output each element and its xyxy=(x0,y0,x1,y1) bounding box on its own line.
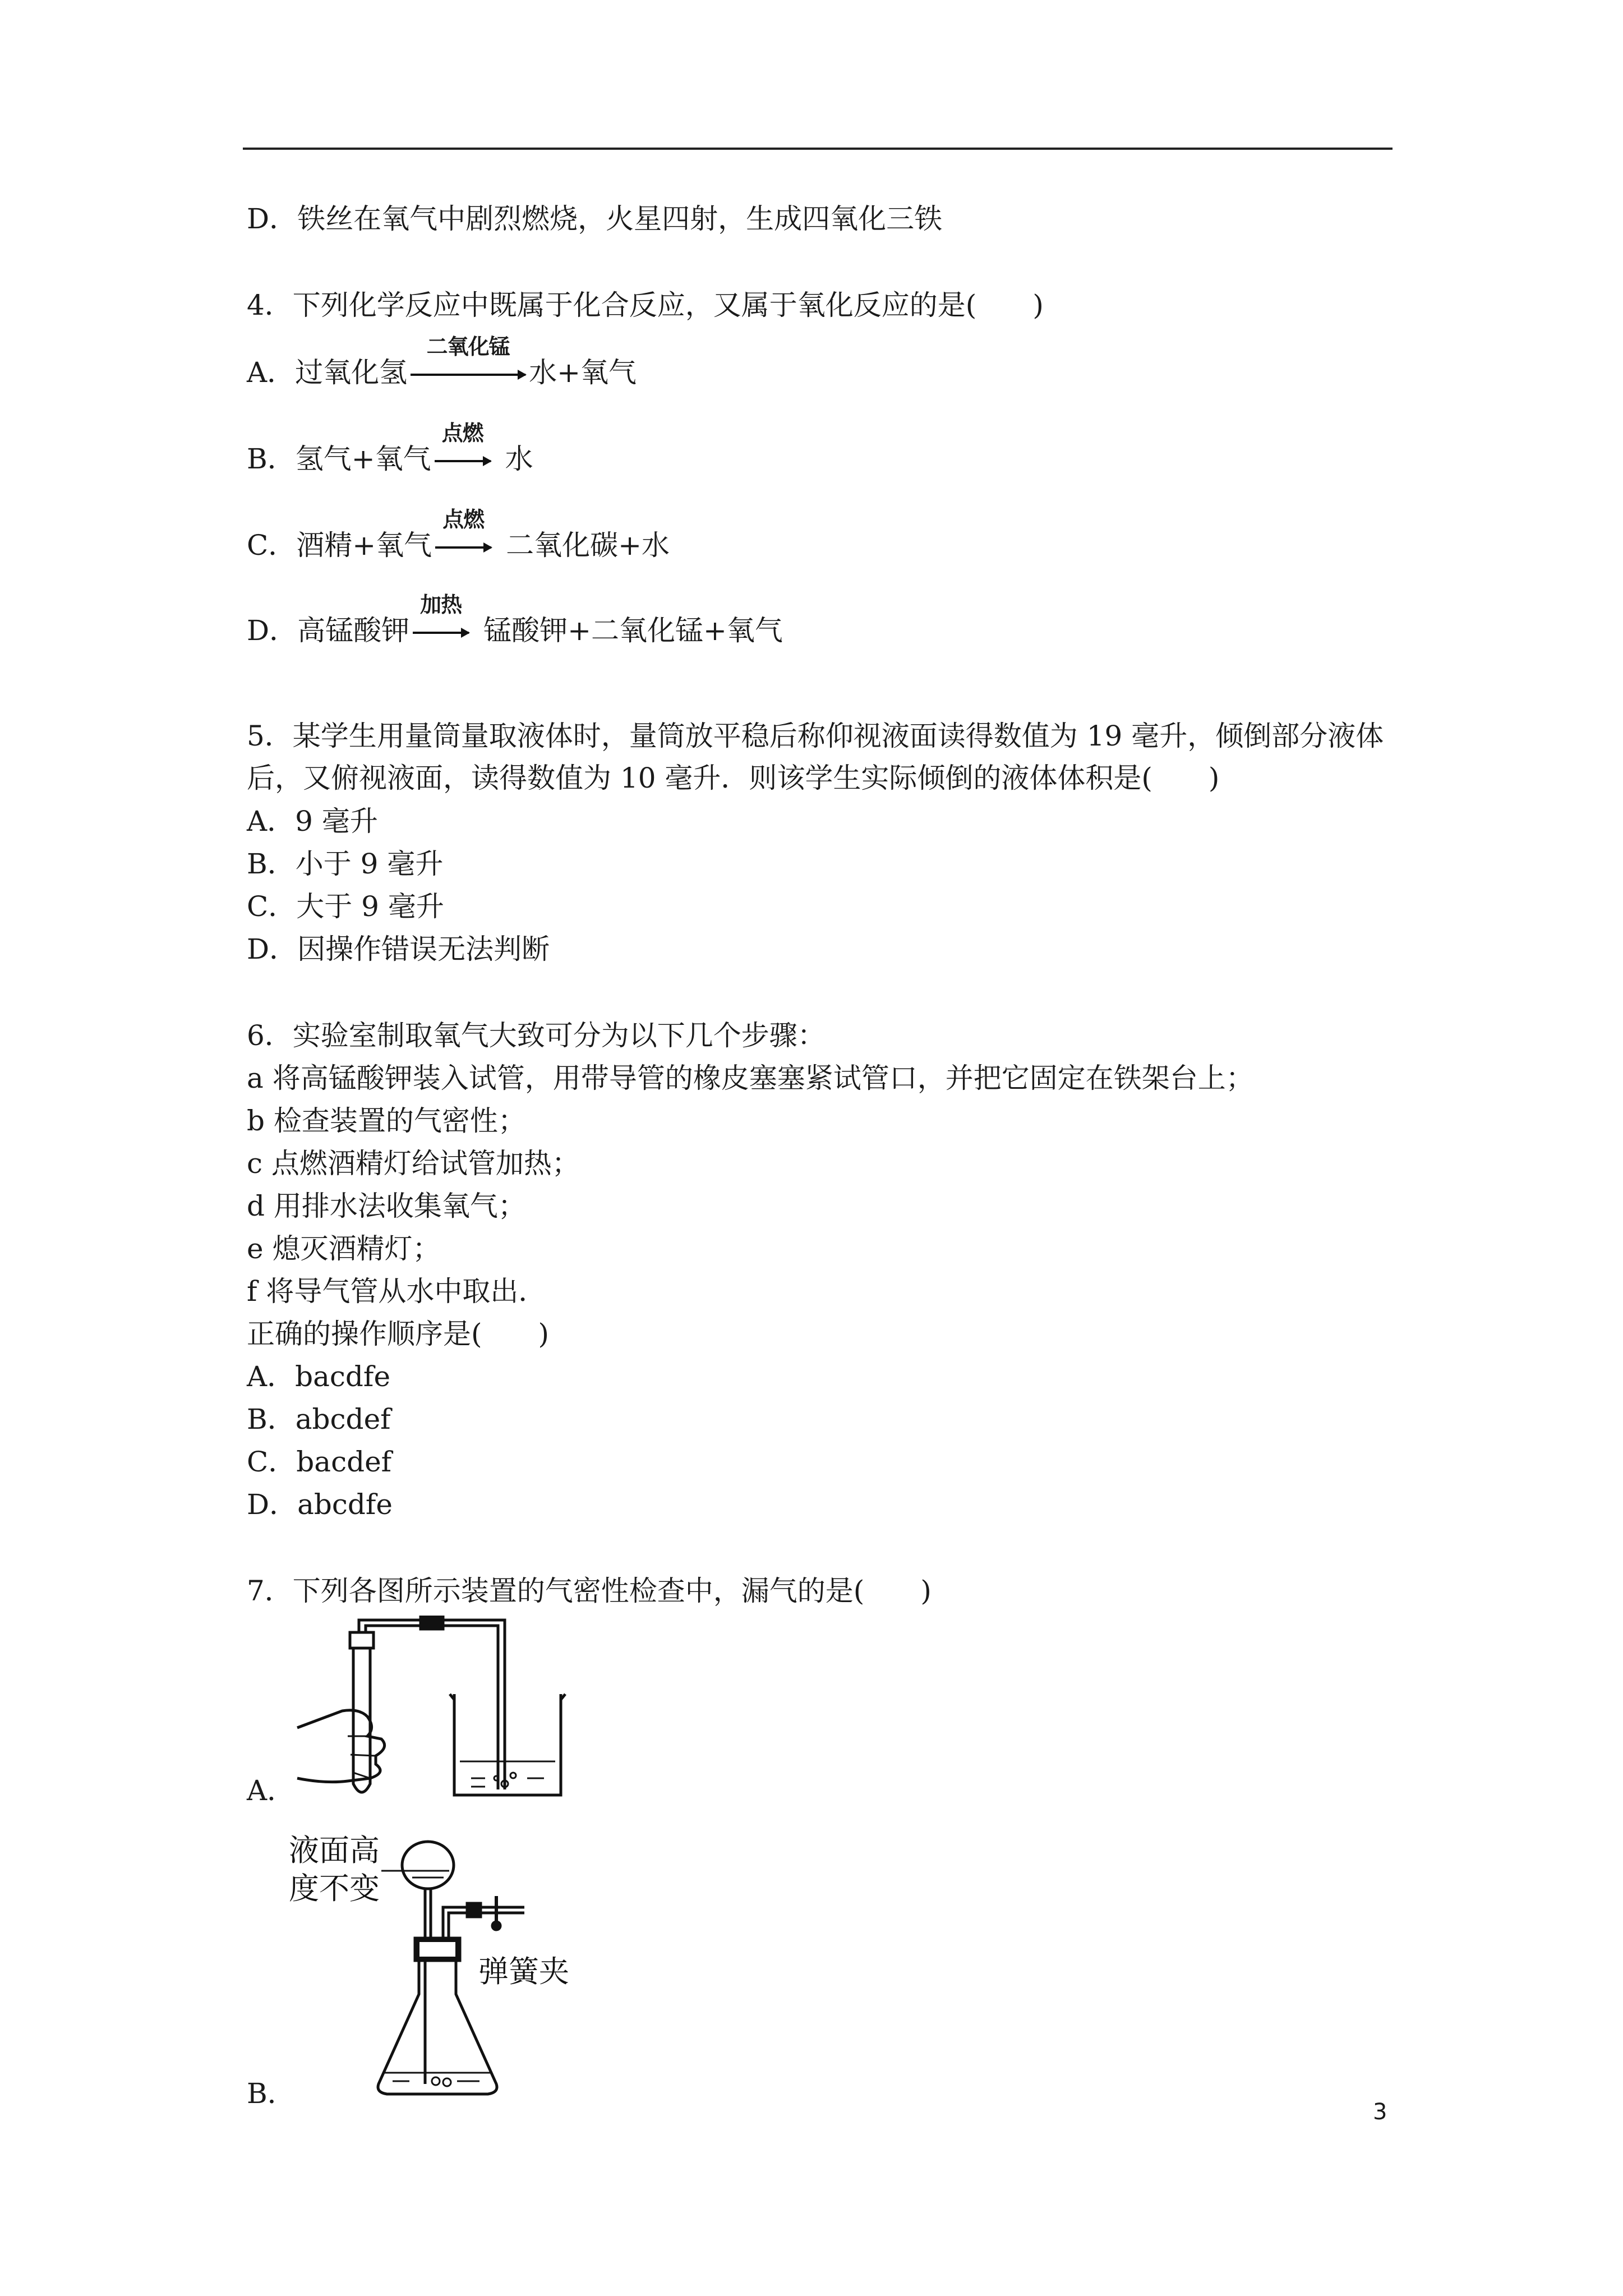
q4-c-product: 二氧化碳+水 xyxy=(506,529,670,562)
reaction-arrow xyxy=(411,334,525,390)
q6-option-c: C．bacdef xyxy=(247,1446,392,1478)
q4-d-prefix: D．高锰酸钾 xyxy=(247,614,410,647)
q6-step-d: d 用排水法收集氧气； xyxy=(247,1190,526,1222)
q6-question: 正确的操作顺序是( ) xyxy=(247,1318,550,1350)
reaction-arrow xyxy=(435,507,491,563)
q7-stem: 7．下列各图所示装置的气密性检查中，漏气的是( ) xyxy=(247,1575,932,1607)
q6-option-d: D．abcdfe xyxy=(247,1488,393,1521)
q4-a-prefix: A．过氧化氢 xyxy=(247,356,408,389)
fig-b-clip-label: 弹簧夹 xyxy=(478,1954,569,1989)
q5-option-a: A．9 毫升 xyxy=(247,805,378,838)
fig-b-label-line1: 液面高 xyxy=(289,1833,380,1868)
fig-b-label-line2: 度不变 xyxy=(289,1871,380,1906)
q6-step-e: e 熄灭酒精灯； xyxy=(247,1232,441,1265)
q4-stem: 4．下列化学反应中既属于化合反应，又属于氧化反应的是( ) xyxy=(247,289,1044,321)
q6-step-c: c 点燃酒精灯给试管加热； xyxy=(247,1147,580,1180)
q7-figure-a xyxy=(292,1616,606,1829)
q4-option-b xyxy=(247,421,533,477)
q4-option-d xyxy=(247,592,783,648)
q4-d-condition: 加热 xyxy=(420,592,462,617)
q4-b-product: 水 xyxy=(505,443,533,475)
q4-c-condition: 点燃 xyxy=(442,507,485,532)
q4-c-prefix: C．酒精+氧气 xyxy=(247,529,432,562)
header-rule xyxy=(243,148,1393,150)
q6-step-f: f 将导气管从水中取出． xyxy=(247,1275,547,1308)
q5-option-b: B．小于 9 毫升 xyxy=(247,848,444,880)
q6-step-b: b 检查装置的气密性； xyxy=(247,1105,526,1137)
q4-b-condition: 点燃 xyxy=(441,421,483,445)
q4-d-product: 锰酸钾+二氧化锰+氧气 xyxy=(483,614,783,647)
q6-option-b: B．abcdef xyxy=(247,1403,391,1435)
q4-option-c xyxy=(247,507,670,563)
q6-option-a: A．bacdfe xyxy=(247,1360,391,1393)
q4-b-prefix: B．氢气+氧气 xyxy=(247,443,431,475)
q4-a-product: 水+氧气 xyxy=(529,356,637,389)
q7-figure-b xyxy=(289,1826,603,2106)
q6-step-a: a 将高锰酸钾装入试管，用带导管的橡皮塞塞紧试管口，并把它固定在铁架台上； xyxy=(247,1062,1254,1094)
q5-option-d: D．因操作错误无法判断 xyxy=(247,933,550,965)
q5-stem-line1: 5．某学生用量筒量取液体时，量筒放平稳后称仰视液面读得数值为 19 毫升，倾倒部分液体 xyxy=(247,720,1384,752)
q4-a-condition: 二氧化锰 xyxy=(426,334,510,359)
q7-option-b-label: B． xyxy=(247,2077,296,2110)
reaction-arrow xyxy=(435,421,491,477)
q3-option-d: D．铁丝在氧气中剧烈燃烧，火星四射，生成四氧化三铁 xyxy=(247,203,943,235)
q6-stem: 6．实验室制取氧气大致可分为以下几个步骤： xyxy=(247,1019,826,1052)
q5-option-c: C．大于 9 毫升 xyxy=(247,890,444,923)
q5-stem-line2: 后，又俯视液面，读得数值为 10 毫升．则该学生实际倾倒的液体体积是( ) xyxy=(247,762,1220,794)
reaction-arrow xyxy=(413,592,469,648)
q4-option-a xyxy=(247,334,637,390)
page-number: 3 xyxy=(1373,2099,1387,2125)
q7-option-a-label: A． xyxy=(247,1774,296,1807)
